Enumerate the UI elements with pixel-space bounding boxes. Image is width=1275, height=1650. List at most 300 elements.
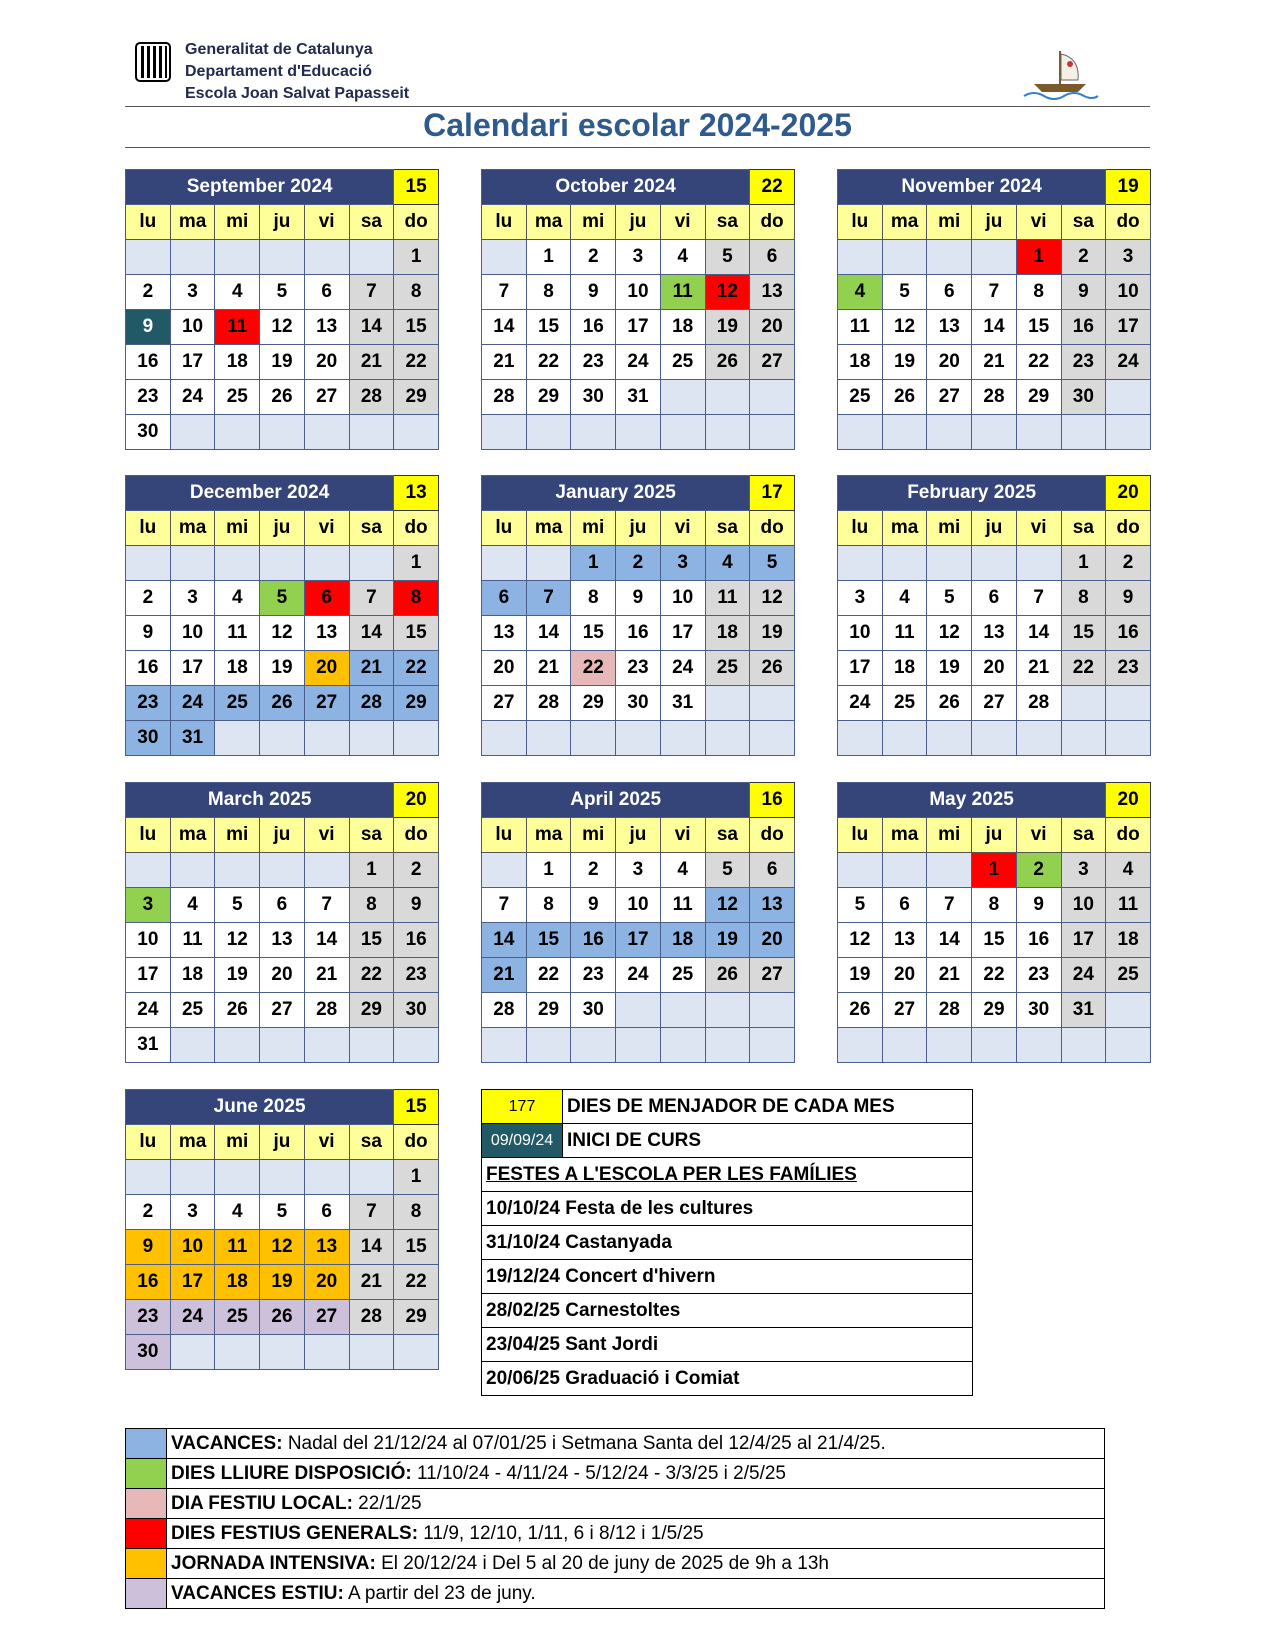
week-row xyxy=(838,616,1151,651)
week-row xyxy=(838,345,1151,380)
weekday-header: ma xyxy=(170,511,215,546)
empty-day-cell xyxy=(170,1028,215,1063)
day-cell: 21 xyxy=(304,958,349,993)
day-cell: 22 xyxy=(526,345,571,380)
day-cell: 14 xyxy=(349,310,394,345)
day-cell: 8 xyxy=(526,275,571,310)
festa-row xyxy=(482,1226,973,1260)
day-cell: 22 xyxy=(1016,345,1061,380)
empty-day-cell xyxy=(1061,721,1106,756)
day-cell: 18 xyxy=(660,923,705,958)
day-cell: 12 xyxy=(260,616,305,651)
legend-swatch xyxy=(126,1429,167,1459)
day-cell: 1 xyxy=(571,546,616,581)
empty-day-cell xyxy=(304,240,349,275)
empty-day-cell xyxy=(705,415,750,450)
day-cell: 17 xyxy=(616,923,661,958)
day-cell: 26 xyxy=(927,686,972,721)
day-cell: 24 xyxy=(170,686,215,721)
day-cell: 20 xyxy=(304,345,349,380)
day-cell: 25 xyxy=(882,686,927,721)
day-cell: 23 xyxy=(1061,345,1106,380)
week-row xyxy=(126,415,439,450)
empty-day-cell xyxy=(882,546,927,581)
weekday-header-row xyxy=(838,205,1151,240)
day-cell: 20 xyxy=(304,1265,349,1300)
weekday-header: do xyxy=(1106,205,1151,240)
empty-day-cell xyxy=(838,853,883,888)
empty-day-cell xyxy=(882,1028,927,1063)
day-cell: 27 xyxy=(260,993,305,1028)
week-row xyxy=(838,240,1151,275)
day-cell: 20 xyxy=(750,923,795,958)
weekday-header: do xyxy=(750,511,795,546)
week-row xyxy=(838,581,1151,616)
empty-day-cell xyxy=(482,240,527,275)
day-cell: 27 xyxy=(750,345,795,380)
school-day-count: 22 xyxy=(750,170,795,205)
day-cell: 10 xyxy=(660,581,705,616)
week-row xyxy=(838,380,1151,415)
day-cell: 23 xyxy=(394,958,439,993)
month-calendar xyxy=(481,169,795,450)
day-cell: 25 xyxy=(705,651,750,686)
info-row-inici xyxy=(482,1124,973,1158)
empty-day-cell xyxy=(304,1028,349,1063)
day-cell: 11 xyxy=(215,616,260,651)
weekday-header: ma xyxy=(526,818,571,853)
day-cell: 7 xyxy=(349,275,394,310)
week-row xyxy=(482,240,795,275)
day-cell: 29 xyxy=(571,686,616,721)
day-cell: 12 xyxy=(705,275,750,310)
day-cell: 5 xyxy=(927,581,972,616)
day-cell: 5 xyxy=(260,1195,305,1230)
empty-day-cell xyxy=(126,1160,171,1195)
page-title: Calendari escolar 2024-2025 xyxy=(423,107,852,143)
day-cell: 15 xyxy=(1016,310,1061,345)
header-divider-bottom xyxy=(125,147,1150,148)
week-row xyxy=(838,923,1151,958)
empty-day-cell xyxy=(526,546,571,581)
day-cell: 3 xyxy=(170,1195,215,1230)
weekday-header: vi xyxy=(304,818,349,853)
day-cell: 12 xyxy=(215,923,260,958)
empty-day-cell xyxy=(526,1028,571,1063)
day-cell: 27 xyxy=(304,380,349,415)
weekday-header: mi xyxy=(571,511,616,546)
day-cell: 28 xyxy=(482,380,527,415)
day-cell: 3 xyxy=(616,853,661,888)
day-cell: 28 xyxy=(482,993,527,1028)
festa-row xyxy=(482,1192,973,1226)
festa-row xyxy=(482,1260,973,1294)
day-cell: 6 xyxy=(304,581,349,616)
empty-day-cell xyxy=(304,546,349,581)
day-cell: 16 xyxy=(1106,616,1151,651)
day-cell: 14 xyxy=(1016,616,1061,651)
day-cell: 18 xyxy=(838,345,883,380)
weekday-header: mi xyxy=(927,205,972,240)
day-cell: 24 xyxy=(170,380,215,415)
day-cell: 30 xyxy=(394,993,439,1028)
day-cell: 12 xyxy=(750,581,795,616)
weekday-header: sa xyxy=(705,818,750,853)
empty-day-cell xyxy=(1106,1028,1151,1063)
day-cell: 23 xyxy=(1016,958,1061,993)
legend-text xyxy=(167,1519,1105,1549)
day-cell: 13 xyxy=(750,275,795,310)
day-cell: 16 xyxy=(126,1265,171,1300)
empty-day-cell xyxy=(1016,721,1061,756)
day-cell: 25 xyxy=(838,380,883,415)
day-cell: 1 xyxy=(526,240,571,275)
legend-detail: 11/9, 12/10, 1/11, 6 i 8/12 i 1/5/25 xyxy=(418,1522,704,1544)
month-calendar xyxy=(125,169,439,450)
month-name: December 2024 xyxy=(126,476,394,511)
day-cell: 23 xyxy=(126,380,171,415)
empty-day-cell xyxy=(260,1335,305,1370)
page-header xyxy=(125,36,1150,108)
day-cell: 21 xyxy=(1016,651,1061,686)
day-cell: 29 xyxy=(1016,380,1061,415)
day-cell: 20 xyxy=(482,651,527,686)
weekday-header: ma xyxy=(170,818,215,853)
day-cell: 26 xyxy=(750,651,795,686)
weekday-header: mi xyxy=(927,818,972,853)
week-row xyxy=(838,275,1151,310)
weekday-header: vi xyxy=(1016,511,1061,546)
day-cell: 17 xyxy=(616,310,661,345)
day-cell: 3 xyxy=(660,546,705,581)
empty-day-cell xyxy=(260,1028,305,1063)
empty-day-cell xyxy=(838,721,883,756)
month-header-row xyxy=(482,170,795,205)
empty-day-cell xyxy=(705,721,750,756)
empty-day-cell xyxy=(304,721,349,756)
day-cell: 12 xyxy=(927,616,972,651)
day-cell: 28 xyxy=(349,380,394,415)
weekday-header-row xyxy=(126,205,439,240)
day-cell: 15 xyxy=(526,923,571,958)
legend-swatch xyxy=(126,1459,167,1489)
weekday-header: mi xyxy=(927,511,972,546)
festes-title: FESTES A L'ESCOLA PER LES FAMÍLIES xyxy=(482,1158,973,1192)
day-cell: 21 xyxy=(349,651,394,686)
day-cell: 18 xyxy=(215,345,260,380)
empty-day-cell xyxy=(170,1160,215,1195)
legend-text xyxy=(167,1489,1105,1519)
day-cell: 11 xyxy=(660,275,705,310)
day-cell: 7 xyxy=(972,275,1017,310)
empty-day-cell xyxy=(215,240,260,275)
inici-date: 09/09/24 xyxy=(482,1124,563,1158)
month-header-row xyxy=(838,170,1151,205)
day-cell: 7 xyxy=(349,1195,394,1230)
day-cell: 17 xyxy=(1061,923,1106,958)
day-cell: 10 xyxy=(616,888,661,923)
day-cell: 8 xyxy=(571,581,616,616)
day-cell: 21 xyxy=(526,651,571,686)
week-row xyxy=(126,345,439,380)
weekday-header: ju xyxy=(616,205,661,240)
day-cell: 11 xyxy=(1106,888,1151,923)
empty-day-cell xyxy=(482,546,527,581)
weekday-header: do xyxy=(394,1125,439,1160)
empty-day-cell xyxy=(838,1028,883,1063)
day-cell: 17 xyxy=(1106,310,1151,345)
festa-item: 23/04/25 Sant Jordi xyxy=(482,1328,973,1362)
empty-day-cell xyxy=(526,415,571,450)
day-cell: 30 xyxy=(571,380,616,415)
month-calendar xyxy=(837,782,1151,1063)
empty-day-cell xyxy=(349,1028,394,1063)
empty-day-cell xyxy=(616,415,661,450)
empty-day-cell xyxy=(482,721,527,756)
day-cell: 6 xyxy=(750,853,795,888)
day-cell: 14 xyxy=(482,923,527,958)
day-cell: 29 xyxy=(394,686,439,721)
week-row xyxy=(126,993,439,1028)
weekday-header: vi xyxy=(1016,818,1061,853)
week-row xyxy=(126,275,439,310)
week-row xyxy=(126,1335,439,1370)
legend-label: DIES FESTIUS GENERALS: xyxy=(171,1522,419,1544)
weekday-header: sa xyxy=(349,511,394,546)
legend-label: DIA FESTIU LOCAL: xyxy=(171,1492,353,1514)
month-header-row xyxy=(482,783,795,818)
month-header-row xyxy=(838,783,1151,818)
weekday-header: lu xyxy=(126,1125,171,1160)
day-cell: 28 xyxy=(349,1300,394,1335)
day-cell: 26 xyxy=(215,993,260,1028)
school-day-count: 16 xyxy=(750,783,795,818)
day-cell: 1 xyxy=(1016,240,1061,275)
menjador-count: 177 xyxy=(482,1090,563,1124)
info-table xyxy=(481,1089,973,1396)
day-cell: 13 xyxy=(972,616,1017,651)
day-cell: 9 xyxy=(126,616,171,651)
weekday-header: sa xyxy=(705,511,750,546)
day-cell: 14 xyxy=(482,310,527,345)
day-cell: 21 xyxy=(482,958,527,993)
month-header-row xyxy=(126,783,439,818)
weekday-header: do xyxy=(1106,511,1151,546)
month-calendar xyxy=(125,1089,439,1370)
day-cell: 13 xyxy=(927,310,972,345)
day-cell: 19 xyxy=(215,958,260,993)
month-calendar xyxy=(125,475,439,756)
day-cell: 27 xyxy=(304,686,349,721)
school-day-count: 20 xyxy=(1106,476,1151,511)
week-row xyxy=(838,686,1151,721)
day-cell: 8 xyxy=(1016,275,1061,310)
week-row xyxy=(482,546,795,581)
day-cell: 6 xyxy=(927,275,972,310)
day-cell: 16 xyxy=(616,616,661,651)
day-cell: 16 xyxy=(126,345,171,380)
empty-day-cell xyxy=(1106,415,1151,450)
generalitat-logo-icon xyxy=(135,42,171,82)
day-cell: 11 xyxy=(660,888,705,923)
week-row xyxy=(126,651,439,686)
month-name: March 2025 xyxy=(126,783,394,818)
legend-label: VACANCES: xyxy=(171,1432,283,1454)
day-cell: 6 xyxy=(260,888,305,923)
day-cell: 27 xyxy=(882,993,927,1028)
day-cell: 17 xyxy=(126,958,171,993)
day-cell: 7 xyxy=(349,581,394,616)
empty-day-cell xyxy=(571,721,616,756)
day-cell: 14 xyxy=(526,616,571,651)
week-row xyxy=(838,853,1151,888)
empty-day-cell xyxy=(1016,415,1061,450)
weekday-header: lu xyxy=(838,511,883,546)
day-cell: 9 xyxy=(1016,888,1061,923)
day-cell: 7 xyxy=(1016,581,1061,616)
legend-row xyxy=(126,1429,1105,1459)
day-cell: 13 xyxy=(482,616,527,651)
day-cell: 1 xyxy=(394,1160,439,1195)
day-cell: 2 xyxy=(126,275,171,310)
day-cell: 17 xyxy=(838,651,883,686)
weekday-header-row xyxy=(482,818,795,853)
legend-swatch xyxy=(126,1519,167,1549)
empty-day-cell xyxy=(882,415,927,450)
week-row xyxy=(482,993,795,1028)
day-cell: 15 xyxy=(394,1230,439,1265)
org-line-1: Generalitat de Catalunya xyxy=(185,41,373,58)
day-cell: 19 xyxy=(882,345,927,380)
day-cell: 10 xyxy=(1106,275,1151,310)
day-cell: 7 xyxy=(304,888,349,923)
empty-day-cell xyxy=(349,1160,394,1195)
day-cell: 29 xyxy=(349,993,394,1028)
empty-day-cell xyxy=(1016,546,1061,581)
day-cell: 12 xyxy=(260,1230,305,1265)
day-cell: 9 xyxy=(616,581,661,616)
week-row xyxy=(482,345,795,380)
weekday-header: lu xyxy=(126,818,171,853)
week-row xyxy=(126,721,439,756)
day-cell: 20 xyxy=(304,651,349,686)
empty-day-cell xyxy=(349,1335,394,1370)
day-cell: 2 xyxy=(1016,853,1061,888)
day-cell: 30 xyxy=(1016,993,1061,1028)
month-name: September 2024 xyxy=(126,170,394,205)
day-cell: 27 xyxy=(750,958,795,993)
day-cell: 24 xyxy=(660,651,705,686)
empty-day-cell xyxy=(750,721,795,756)
week-row xyxy=(838,993,1151,1028)
festa-item: 10/10/24 Festa de les cultures xyxy=(482,1192,973,1226)
week-row xyxy=(126,923,439,958)
weekday-header: ju xyxy=(616,818,661,853)
weekday-header: ma xyxy=(882,205,927,240)
day-cell: 26 xyxy=(260,1300,305,1335)
day-cell: 6 xyxy=(304,1195,349,1230)
day-cell: 23 xyxy=(126,1300,171,1335)
empty-day-cell xyxy=(838,415,883,450)
day-cell: 24 xyxy=(838,686,883,721)
weekday-header: do xyxy=(394,205,439,240)
empty-day-cell xyxy=(1106,686,1151,721)
month-calendar xyxy=(837,475,1151,756)
day-cell: 30 xyxy=(126,721,171,756)
legend-row xyxy=(126,1459,1105,1489)
menjador-label: DIES DE MENJADOR DE CADA MES xyxy=(563,1090,973,1124)
day-cell: 2 xyxy=(571,240,616,275)
empty-day-cell xyxy=(526,721,571,756)
day-cell: 6 xyxy=(972,581,1017,616)
day-cell: 24 xyxy=(1106,345,1151,380)
day-cell: 10 xyxy=(616,275,661,310)
empty-day-cell xyxy=(882,853,927,888)
weekday-header: ju xyxy=(260,1125,305,1160)
day-cell: 12 xyxy=(260,310,305,345)
empty-day-cell xyxy=(394,415,439,450)
day-cell: 23 xyxy=(126,686,171,721)
empty-day-cell xyxy=(750,993,795,1028)
day-cell: 3 xyxy=(616,240,661,275)
legend-text xyxy=(167,1459,1105,1489)
legend-text xyxy=(167,1549,1105,1579)
month-calendar xyxy=(481,782,795,1063)
weekday-header: ju xyxy=(972,205,1017,240)
day-cell: 22 xyxy=(526,958,571,993)
empty-day-cell xyxy=(394,1028,439,1063)
weekday-header: ju xyxy=(260,511,305,546)
day-cell: 11 xyxy=(215,310,260,345)
empty-day-cell xyxy=(616,721,661,756)
empty-day-cell xyxy=(1106,380,1151,415)
weekday-header: do xyxy=(394,511,439,546)
day-cell: 2 xyxy=(616,546,661,581)
day-cell: 14 xyxy=(304,923,349,958)
empty-day-cell xyxy=(394,1335,439,1370)
day-cell: 29 xyxy=(526,380,571,415)
day-cell: 28 xyxy=(927,993,972,1028)
legend-swatch xyxy=(126,1579,167,1609)
empty-day-cell xyxy=(660,993,705,1028)
day-cell: 4 xyxy=(1106,853,1151,888)
day-cell: 29 xyxy=(526,993,571,1028)
day-cell: 18 xyxy=(1106,923,1151,958)
week-row xyxy=(482,721,795,756)
day-cell: 28 xyxy=(304,993,349,1028)
day-cell: 23 xyxy=(571,958,616,993)
day-cell: 8 xyxy=(526,888,571,923)
day-cell: 5 xyxy=(260,581,305,616)
empty-day-cell xyxy=(750,686,795,721)
empty-day-cell xyxy=(126,853,171,888)
day-cell: 2 xyxy=(394,853,439,888)
day-cell: 13 xyxy=(882,923,927,958)
info-row-festes-title xyxy=(482,1158,973,1192)
day-cell: 18 xyxy=(215,651,260,686)
day-cell: 4 xyxy=(215,1195,260,1230)
legend-row xyxy=(126,1519,1105,1549)
festa-item: 28/02/25 Carnestoltes xyxy=(482,1294,973,1328)
week-row xyxy=(126,546,439,581)
empty-day-cell xyxy=(972,1028,1017,1063)
day-cell: 30 xyxy=(126,415,171,450)
day-cell: 10 xyxy=(170,616,215,651)
empty-day-cell xyxy=(126,240,171,275)
weekday-header: do xyxy=(1106,818,1151,853)
day-cell: 12 xyxy=(705,888,750,923)
day-cell: 3 xyxy=(170,275,215,310)
